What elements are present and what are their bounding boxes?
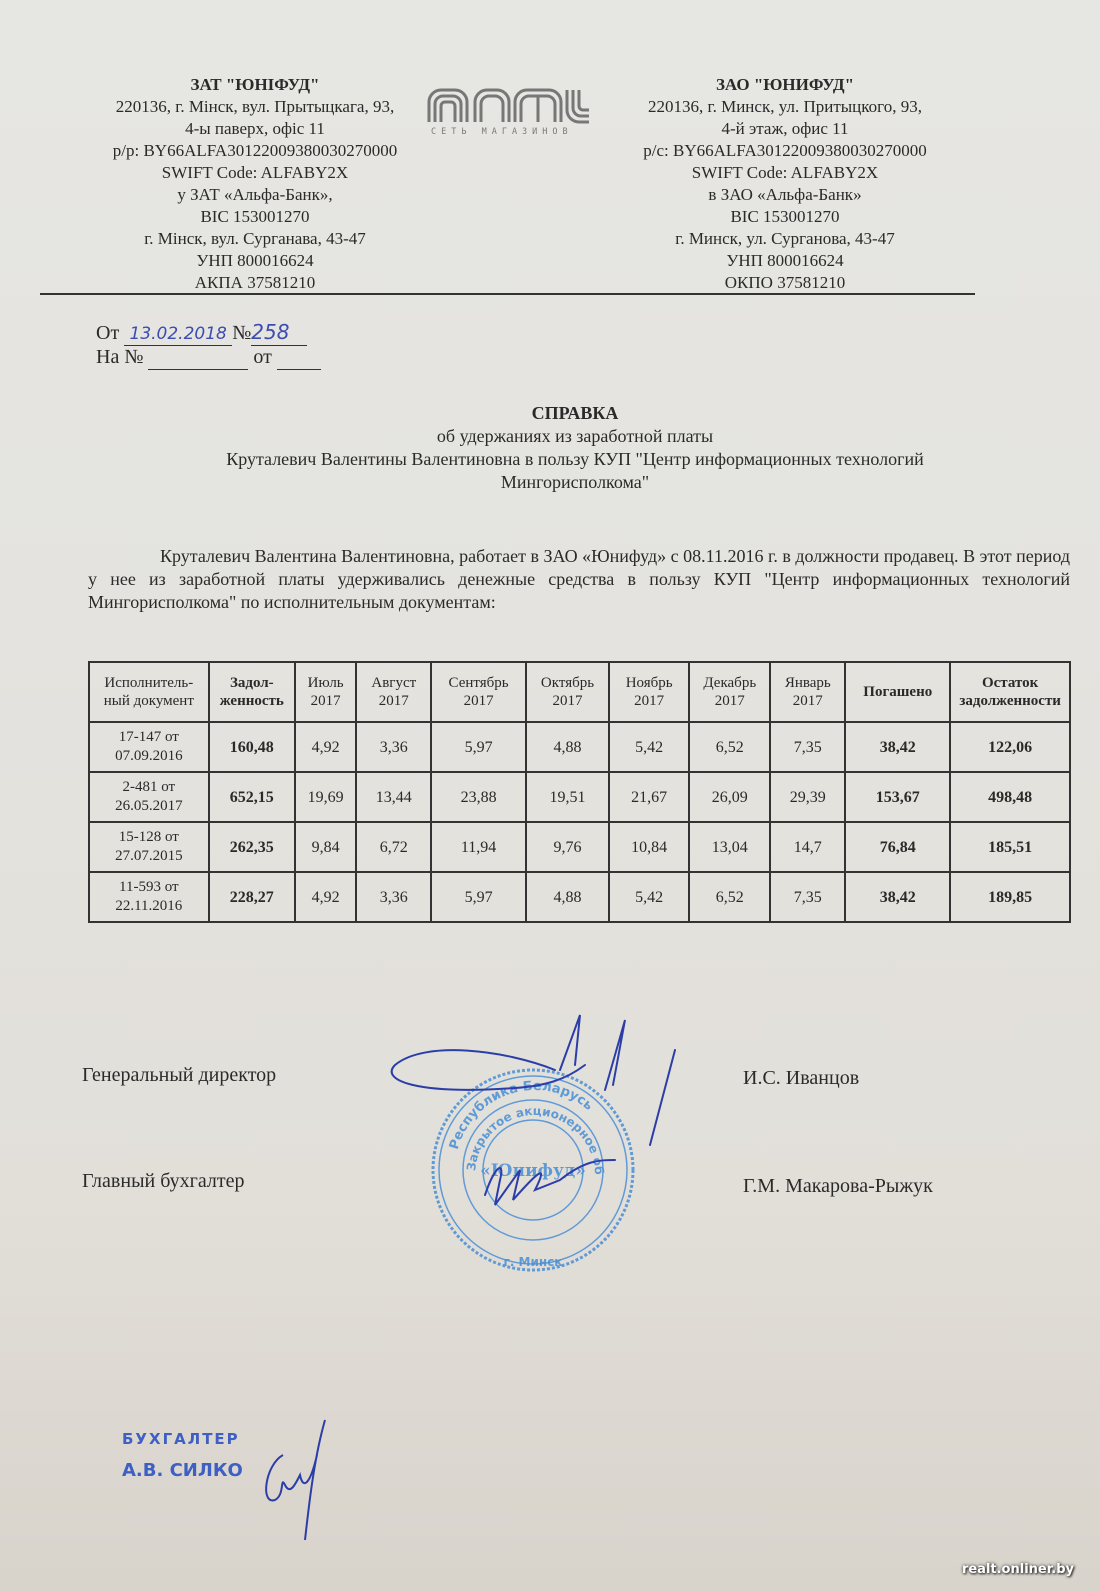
unp: УНП 800016624 [726, 251, 844, 270]
to-date-field [277, 346, 321, 370]
bank-address: г. Минск, ул. Сурганова, 43-47 [675, 229, 895, 248]
document-cell: 11-593 от 22.11.2016 [89, 872, 209, 922]
amount-cell: 11,94 [431, 822, 526, 872]
from-label: От [96, 322, 120, 344]
header-cell: Октябрь 2017 [526, 662, 609, 722]
amount-cell: 4,92 [295, 722, 356, 772]
document-title [150, 402, 1000, 494]
from-date-field [124, 322, 232, 346]
amount-cell: 19,69 [295, 772, 356, 822]
amount-cell: 7,35 [770, 872, 845, 922]
amount-cell: 262,35 [209, 822, 295, 872]
reference-from-line [96, 320, 307, 346]
number-field [251, 320, 307, 346]
bank-address: г. Мінск, вул. Сурганава, 43-47 [144, 229, 366, 248]
amount-cell: 4,92 [295, 872, 356, 922]
accountant-name: Г.М. Макарова-Рыжук [743, 1175, 933, 1197]
header-divider [40, 293, 975, 295]
almi-logo [425, 86, 605, 141]
header-cell: Декабрь 2017 [689, 662, 770, 722]
stamp-name: А.В. СИЛКО [122, 1460, 243, 1481]
header-cell: Задол-женность [209, 662, 295, 722]
accountant-signature-stroke [485, 1160, 615, 1205]
amount-cell: 9,76 [526, 822, 609, 872]
unp: УНП 800016624 [196, 251, 314, 270]
to-number-field [148, 346, 248, 370]
reference-to-line [96, 346, 321, 370]
almi-logo-icon [425, 86, 595, 126]
amount-cell: 19,51 [526, 772, 609, 822]
address-line: 4-й этаж, офис 11 [721, 119, 849, 138]
amount-cell: 38,42 [845, 872, 950, 922]
amount-cell: 23,88 [431, 772, 526, 822]
body-text: Круталевич Валентина Валентиновна, работает в ЗАО «Юнифуд» с 08.11.2016 г. в должности продавец. В этот период у нее из заработной платы удерживались денежные средства в пользу КУП "Центр информационных технологий Мингорисполкома" по исполнительным документам: [88, 546, 1070, 612]
amount-cell: 5,42 [609, 722, 689, 772]
amount-cell: 10,84 [609, 822, 689, 872]
amount-cell: 652,15 [209, 772, 295, 822]
amount-cell: 26,09 [689, 772, 770, 822]
address-line: 4-ы паверх, офіс 11 [185, 119, 325, 138]
seal-ring-text: Закрытое акционерное об [464, 1103, 607, 1176]
table-header-row [89, 662, 1070, 722]
amount-cell: 13,04 [689, 822, 770, 872]
title-line: Мингорисполкома" [500, 472, 650, 492]
header-cell: Исполнитель-ный документ [89, 662, 209, 722]
title-subtitle: об удержаниях из заработной платы [436, 426, 714, 446]
amount-cell: 5,42 [609, 872, 689, 922]
company-name: ЗАТ "ЮНІФУД" [190, 75, 320, 94]
number-handwritten: 258 [251, 320, 290, 344]
swift-code: SWIFT Code: ALFABY2X [691, 163, 879, 182]
stamp-role: БУХГАЛТЕР [122, 1430, 240, 1448]
header-cell: Сентябрь 2017 [431, 662, 526, 722]
number-label: № [232, 322, 252, 344]
signature-stroke [266, 1420, 325, 1540]
amount-cell: 122,06 [950, 722, 1070, 772]
amount-cell: 160,48 [209, 722, 295, 772]
bank-name: в ЗАО «Альфа-Банк» [708, 185, 862, 204]
header-cell: Ноябрь 2017 [609, 662, 689, 722]
okpo: АКПА 37581210 [194, 273, 316, 292]
company-name: ЗАО "ЮНИФУД" [715, 75, 855, 94]
table-row [89, 872, 1070, 922]
document-cell: 2-481 от 26.05.2017 [89, 772, 209, 822]
accountant-title: Главный бухгалтер [82, 1170, 245, 1192]
amount-cell: 6,52 [689, 722, 770, 772]
bic: BIC 153001270 [200, 207, 310, 226]
amount-cell: 76,84 [845, 822, 950, 872]
amount-cell: 6,52 [689, 872, 770, 922]
document-cell: 15-128 от 27.07.2015 [89, 822, 209, 872]
amount-cell: 38,42 [845, 722, 950, 772]
seal-bottom-text: г. Минск [503, 1255, 563, 1269]
bank-account: р/с: BY66ALFA30122009380030270000 [643, 141, 927, 160]
signature-marks [385, 1010, 695, 1260]
amount-cell: 3,36 [356, 722, 431, 772]
amount-cell: 9,84 [295, 822, 356, 872]
amount-cell: 4,88 [526, 722, 609, 772]
director-title: Генеральный директор [82, 1064, 277, 1086]
table-row [89, 772, 1070, 822]
deductions-table [88, 661, 1071, 923]
title-heading: СПРАВКА [531, 403, 619, 423]
amount-cell: 3,36 [356, 872, 431, 922]
table-row [89, 722, 1070, 772]
director-signature-stroke [392, 1050, 585, 1090]
header-cell: Январь 2017 [770, 662, 845, 722]
header-cell: Погашено [845, 662, 950, 722]
accountant-stamp [122, 1430, 243, 1481]
director-name: И.С. Иванцов [743, 1067, 860, 1089]
header-cell: Остаток задолженности [950, 662, 1070, 722]
director-signature-stroke [650, 1050, 675, 1145]
header-cell: Июль 2017 [295, 662, 356, 722]
address-line: 220136, г. Минск, ул. Притыцкого, 93, [648, 97, 922, 116]
document-cell: 17-147 от 07.09.2016 [89, 722, 209, 772]
amount-cell: 228,27 [209, 872, 295, 922]
amount-cell: 5,97 [431, 872, 526, 922]
amount-cell: 189,85 [950, 872, 1070, 922]
address-line: 220136, г. Мінск, вул. Прытыцкага, 93, [115, 97, 395, 116]
amount-cell: 153,67 [845, 772, 950, 822]
title-line: Круталевич Валентины Валентиновна в пользу КУП "Центр информационных технологий [226, 449, 924, 469]
seal-center-text: «Юнифуд» [480, 1161, 586, 1181]
company-header-russian [600, 74, 970, 294]
logo-subtitle: СЕТЬ МАГАЗИНОВ [431, 127, 573, 137]
amount-cell: 6,72 [356, 822, 431, 872]
amount-cell: 498,48 [950, 772, 1070, 822]
okpo: ОКПО 37581210 [724, 273, 846, 292]
amount-cell: 5,97 [431, 722, 526, 772]
bic: BIC 153001270 [730, 207, 840, 226]
amount-cell: 29,39 [770, 772, 845, 822]
amount-cell: 13,44 [356, 772, 431, 822]
swift-code: SWIFT Code: ALFABY2X [161, 163, 349, 182]
amount-cell: 7,35 [770, 722, 845, 772]
to-label: На № [96, 346, 144, 368]
clerk-signature [255, 1415, 345, 1545]
amount-cell: 21,67 [609, 772, 689, 822]
from-date-handwritten: 13.02.2018 [129, 324, 227, 344]
bank-name: у ЗАТ «Альфа-Банк», [177, 185, 333, 204]
watermark: realt.onliner.by [961, 1562, 1074, 1577]
seal-outer-text: Республика Беларусь [446, 1078, 596, 1152]
to-date-label: от [253, 346, 272, 368]
amount-cell: 4,88 [526, 872, 609, 922]
table-row [89, 822, 1070, 872]
header-cell: Август 2017 [356, 662, 431, 722]
amount-cell: 185,51 [950, 822, 1070, 872]
director-signature-stroke [560, 1015, 625, 1090]
amount-cell: 14,7 [770, 822, 845, 872]
bank-account: р/р: BY66ALFA30122009380030270000 [112, 141, 398, 160]
company-header-belarusian [70, 74, 440, 294]
body-paragraph [88, 545, 1070, 614]
